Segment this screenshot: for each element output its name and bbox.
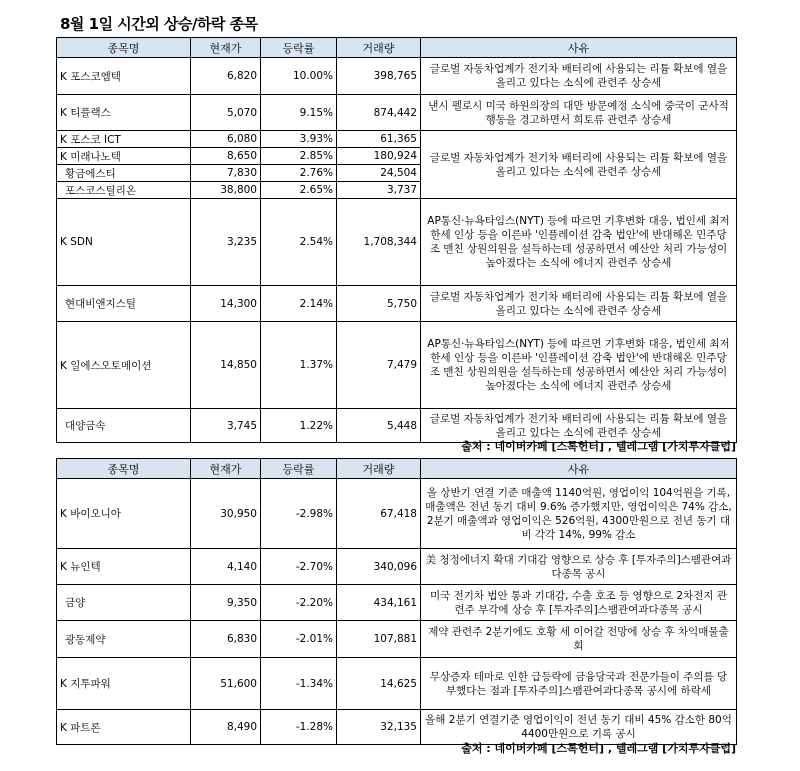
header-rate: 등락률 [261,38,337,58]
stock-volume: 340,096 [337,549,421,585]
table-row [57,95,737,131]
header-name: 종목명 [57,38,191,58]
stock-reason: AP통신·뉴욕타임스(NYT) 등에 따르면 기후변화 대응, 법인세 최저한세 인상 등을 이른바 '인플레이션 감축 법안'에 반대해온 민주당 조 맨친 상원의원을 설득하는데 성공하면서 예산안 처리 가능성이 높아졌다는 소식에 에너지 관련주 상승세 [421,199,737,286]
stock-rate: -1.28% [261,710,337,745]
stock-reason: AP통신·뉴욕타임스(NYT) 등에 따르면 기후변화 대응, 법인세 최저한세 인상 등을 이른바 '인플레이션 감축 법안'에 반대해온 민주당 조 맨친 상원의원을 설득하는데 성공하면서 예산안 처리 가능성이 높아졌다는 소식에 에너지 관련주 상승세 [421,322,737,409]
stock-volume: 5,448 [337,409,421,443]
stock-price: 8,650 [191,148,261,165]
stock-volume: 107,881 [337,621,421,658]
stock-name: K 티플랙스 [57,95,191,131]
table-row [57,131,737,148]
header-volume: 거래량 [337,38,421,58]
stock-volume: 32,135 [337,710,421,745]
table-row [57,58,737,95]
stock-reason: 제약 관련주 2분기에도 호황 세 이어갈 전망에 상승 후 차익매물출회 [421,621,737,658]
stock-price: 30,950 [191,479,261,549]
stock-price: 38,800 [191,182,261,199]
stock-volume: 24,504 [337,165,421,182]
stock-rate: 10.00% [261,58,337,95]
stock-name: 현대비앤지스틸 [57,286,191,322]
stock-rate: 2.76% [261,165,337,182]
stock-volume: 3,737 [337,182,421,199]
stock-name: 포스코스틸리온 [57,182,191,199]
stock-name: K 바이오니아 [57,479,191,549]
stock-volume: 874,442 [337,95,421,131]
source-note: 출처 : 네이버카페 [스톡헌터] , 텔레그램 [가치투자클럽] [461,742,736,755]
stock-reason: 올 상반기 연결 기준 매출액 1140억원, 영업이익 104억원을 기록, 매출액은 전년 동기 대비 9.6% 증가했지만, 영업이익은 74% 감소, 2분기 매출액과 영업이익은 526억원, 4300만원으로 전년 동기 대비 각각 14%, 99% 감소 [421,479,737,549]
stock-volume: 67,418 [337,479,421,549]
table-row [57,585,737,621]
stock-rate: -2.98% [261,479,337,549]
header-price: 현재가 [191,38,261,58]
stock-name: 황금에스티 [57,165,191,182]
stock-reason: 글로벌 자동차업계가 전기차 배터리에 사용되는 리튬 확보에 열을 올리고 있다는 소식에 관련주 상승세 [421,409,737,443]
stock-volume: 7,479 [337,322,421,409]
header-reason: 사유 [421,38,737,58]
stock-rate: -2.20% [261,585,337,621]
stock-price: 6,830 [191,621,261,658]
stock-price: 7,830 [191,165,261,182]
stock-price: 6,820 [191,58,261,95]
stock-reason: 글로벌 자동차업계가 전기차 배터리에 사용되는 리튬 확보에 열을 올리고 있다는 소식에 관련주 상승세 [421,131,737,199]
header-price: 현재가 [191,459,261,479]
stock-price: 8,490 [191,710,261,745]
stock-name: K 지투파워 [57,658,191,710]
stock-reason: 글로벌 자동차업계가 전기차 배터리에 사용되는 리튬 확보에 열을 올리고 있다는 소식에 관련주 상승세 [421,286,737,322]
table-row [57,621,737,658]
stock-name: K 뉴인텍 [57,549,191,585]
stock-volume: 61,365 [337,131,421,148]
table-row [57,549,737,585]
stock-name: K 포스코엠텍 [57,58,191,95]
stock-rate: 2.65% [261,182,337,199]
stock-name: 금양 [57,585,191,621]
stock-rate: 2.85% [261,148,337,165]
stock-rate: 2.14% [261,286,337,322]
stock-name: K 파트론 [57,710,191,745]
stock-reason: 美 청정에너지 확대 기대감 영향으로 상승 후 [투자주의]스팸관여과다종목 공시 [421,549,737,585]
table-row [57,658,737,710]
header-volume: 거래량 [337,459,421,479]
table-header-row [57,38,737,58]
falling-stocks-table [56,458,737,745]
stock-volume: 180,924 [337,148,421,165]
header-rate: 등락률 [261,459,337,479]
stock-name: K SDN [57,199,191,286]
stock-name: K 일에스오토메이션 [57,322,191,409]
stock-rate: 9.15% [261,95,337,131]
table-row [57,479,737,549]
page-title: 8월 1일 시간외 상승/하락 종목 [60,15,258,33]
stock-price: 14,300 [191,286,261,322]
stock-price: 9,350 [191,585,261,621]
stock-reason: 미국 전기차 법안 통과 기대감, 수출 호조 등 영향으로 2차전지 관련주 부각에 상승 후 [투자주의]스팸관여과다종목 공시 [421,585,737,621]
stock-name: K 미래나노텍 [57,148,191,165]
stock-price: 14,850 [191,322,261,409]
header-name: 종목명 [57,459,191,479]
table-row [57,322,737,409]
stock-volume: 5,750 [337,286,421,322]
stock-rate: 1.37% [261,322,337,409]
table-row [57,286,737,322]
stock-reason: 올해 2분기 연결기준 영업이익이 전년 동기 대비 45% 감소한 80억4400만원으로 기록 공시 [421,710,737,745]
stock-rate: 2.54% [261,199,337,286]
stock-price: 51,600 [191,658,261,710]
header-reason: 사유 [421,459,737,479]
stock-volume: 1,708,344 [337,199,421,286]
stock-rate: -1.34% [261,658,337,710]
stock-volume: 434,161 [337,585,421,621]
table-row [57,199,737,286]
stock-rate: -2.70% [261,549,337,585]
stock-volume: 398,765 [337,58,421,95]
stock-rate: 1.22% [261,409,337,443]
stock-rate: 3.93% [261,131,337,148]
stock-reason: 무상증자 테마로 인한 급등락에 금융당국과 전문가들이 주의를 당부했다는 점과 [투자주의]스팸관여과다종목 공시에 하락세 [421,658,737,710]
stock-price: 4,140 [191,549,261,585]
stock-rate: -2.01% [261,621,337,658]
rising-stocks-table [56,37,737,443]
table-header-row [57,459,737,479]
stock-reason: 낸시 펠로시 미국 하원의장의 대만 방문예정 소식에 중국이 군사적 행동을 경고하면서 희토류 관련주 상승세 [421,95,737,131]
stock-price: 6,080 [191,131,261,148]
source-note: 출처 : 네이버카페 [스톡헌터] , 텔레그램 [가치투자클럽] [461,440,736,453]
stock-name: K 포스코 ICT [57,131,191,148]
stock-price: 5,070 [191,95,261,131]
stock-price: 3,745 [191,409,261,443]
stock-reason: 글로벌 자동차업계가 전기차 배터리에 사용되는 리튬 확보에 열을 올리고 있다는 소식에 관련주 상승세 [421,58,737,95]
stock-volume: 14,625 [337,658,421,710]
stock-price: 3,235 [191,199,261,286]
stock-name: 대양금속 [57,409,191,443]
stock-name: 광동제약 [57,621,191,658]
